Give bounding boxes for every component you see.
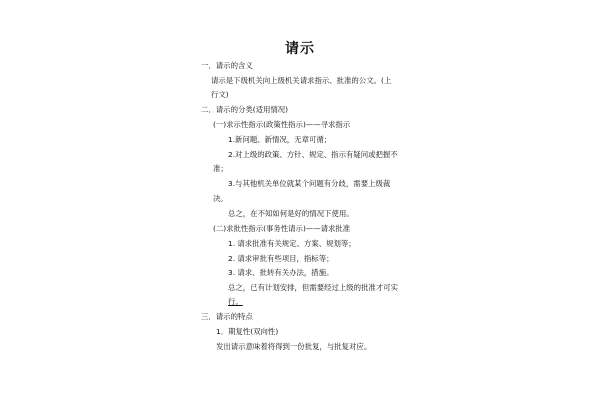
paragraph-line: 发出请示意味着将得到一份批复，与批复对应。 [216, 342, 372, 351]
section-heading-2: 二．请示的分类(适用情况) [201, 105, 289, 114]
list-item-continued: 决。 [213, 194, 228, 203]
list-item: 3.与其他机关单位就某个问题有分歧，需要上级裁 [228, 179, 391, 188]
list-item: 2.对上级的政策、方针、规定、指示有疑问或把握不 [228, 150, 398, 159]
paragraph-line: 请示是下级机关向上级机关请求指示、批准的公文。(上 [211, 76, 392, 85]
summary-line: 总之，在不知如何是好的情况下使用。 [228, 209, 354, 218]
subsection-heading: (一)求示性指示(政策性指示)——寻求指示 [213, 120, 351, 129]
paragraph-line: 行文) [211, 90, 229, 99]
summary-line-continued: 行。 [228, 297, 243, 306]
summary-line: 总之，已有计划安排，但需要经过上级的批准才可实 [228, 283, 398, 292]
section-heading-3: 三．请示的特点 [201, 312, 253, 321]
list-item: 1. 请求批准有关规定、方案、规划等； [228, 239, 356, 248]
list-item: 3. 请求、批转有关办法，措施。 [228, 268, 334, 277]
subsection-heading: 1．期复性(双向性) [216, 327, 279, 336]
list-item: 2. 请求审批有些项目，指标等； [228, 254, 334, 263]
section-heading-1: 一．请示的含义 [201, 61, 253, 70]
subsection-heading: (二)求批性指示(事务性请示)——请求批准 [213, 224, 351, 233]
list-item: 1.新问题、新情况，无章可循； [228, 135, 332, 144]
list-item-continued: 准； [213, 164, 228, 173]
document-title: 请示 [285, 41, 315, 57]
